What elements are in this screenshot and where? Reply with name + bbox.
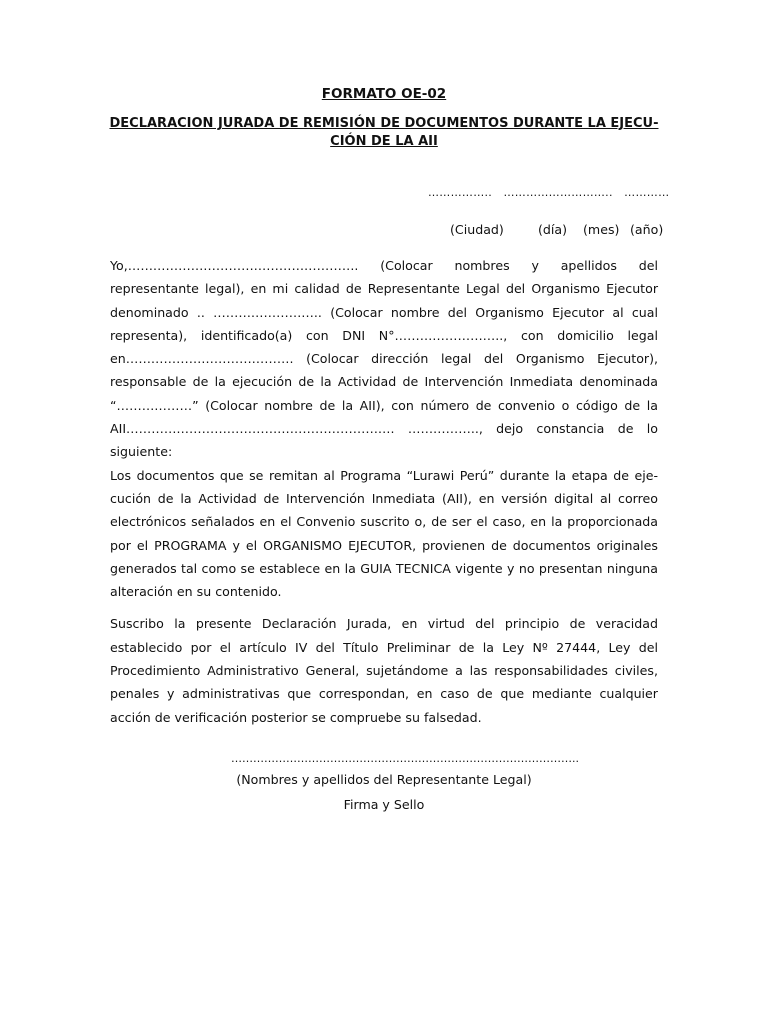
date-day-label: (día)	[538, 222, 568, 237]
subtitle-line-1: DECLARACION JURADA DE REMISIÓN DE DOCUMENTOS DURANTE LA EJECU-	[109, 116, 659, 131]
signature-line: …………………………………………………………………………………..	[231, 752, 579, 765]
declaration-paragraph-2: Los documentos que se remitan al Programa “Lurawi Perú” durante la etapa de eje-cución de la Actividad de Intervención Inmediata (AII), en versión digital al correo electrónicos señalados en el Convenio suscrito o, de ser el caso, en la proporcionada por el PROGRAMA y el ORGANISMO EJECUTOR, provienen de documentos originales generados tal como se establece en la GUIA TECNICA vigente y no presentan ninguna alteración en su contenido.	[110, 467, 658, 600]
document-subtitle	[108, 115, 660, 151]
document-title: FORMATO OE-02	[321, 86, 447, 102]
date-labels	[434, 207, 663, 252]
date-year-label: (año)	[630, 222, 664, 237]
date-city-label: (Ciudad)	[450, 222, 504, 237]
document-body	[110, 254, 658, 729]
date-month-label: (mes)	[583, 222, 620, 237]
declaration-paragraph-1: Yo,………………………………………………. (Colocar nombres y apellidos del representante legal), en mi calidad de Representante Legal del Organismo Ejecutor denominado .. …………………….. (Colocar nombre del Organismo Ejecutor al cual representa), identificado(a) con DNI N°…………………….., con domicilio legal en…………………………………. (Colocar dirección legal del Organismo Ejecutor), responsable de la ejecución de la Actividad de Intervención Inmediata denominada “………………” (Colocar nombre de la AII), con número de convenio o código de la AII………………………………………………………. …………….., dejo constancia de lo siguiente:	[110, 258, 658, 460]
declaration-paragraph-3: Suscribo la presente Declaración Jurada, en virtud del principio de veracidad establecido por el artículo IV del Título Preliminar de la Ley Nº 27444, Ley del Procedimiento Administrativo General, sujetándome a las responsabilidades civiles, penales y administrativas que correspondan, en caso de que mediante cualquier acción de verificación posterior se compruebe su falsedad.	[110, 616, 658, 725]
signature-name-label: (Nombres y apellidos del Representante Legal)	[236, 772, 532, 787]
subtitle-line-2: CIÓN DE LA AII	[330, 134, 438, 149]
signature-seal-label: Firma y Sello	[343, 797, 425, 812]
date-placeholder-dots: …………….. ……………………….. …………	[428, 186, 670, 199]
